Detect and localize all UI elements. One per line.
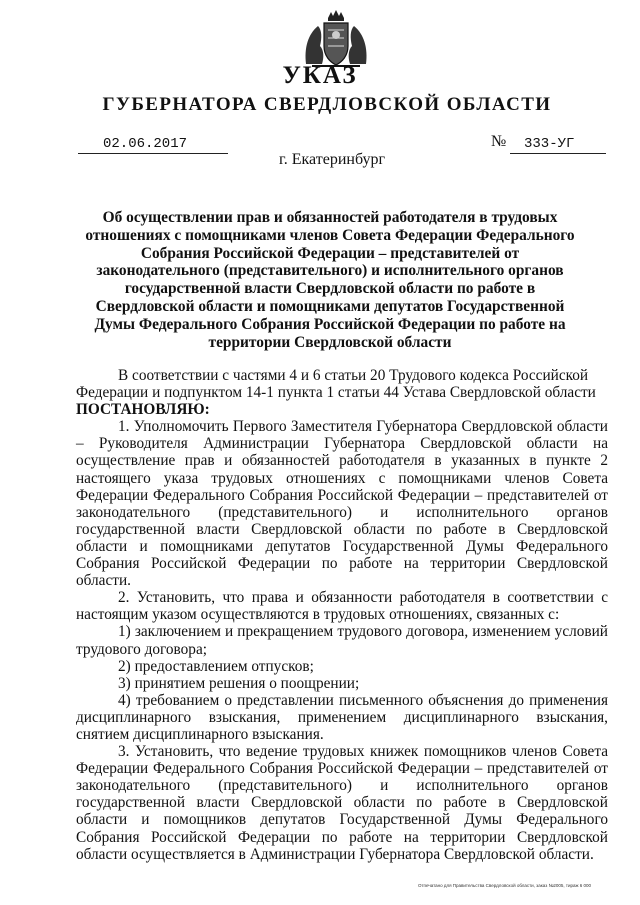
paragraph-item-1: 1. Уполномочить Первого Заместителя Губернатора Свердловской области – Руководителя Администрации Губернатора Свердловской области на осуществление прав и обязанностей работодателя в указанных в пункте 2 настоящего указа трудовых отношениях с помощниками членов Совета Федерации Федерального Собрания Российской Федерации – представителей от законодательного (представительного) и исполнительного органов государственной власти Свердловской области по работе в Свердловской области и помощниками депутатов Государственной Думы Федерального Собрания Российской Федерации по работе на территории Свердловской области. [76,418,608,590]
intro-line-1: В соответствии с частями 4 и 6 статьи 20 Трудового кодекса Российской [118,367,589,384]
intro-line-2: Федерации и подпунктом 14-1 пункта 1 статьи 44 Устава Свердловской области [76,384,596,402]
issuer-heading: ГУБЕРНАТОРА СВЕРДЛОВСКОЙ ОБЛАСТИ [102,94,552,115]
print-note: Отпечатано для Правительства Свердловской области, заказ №2005, тираж 6 000 [418,883,592,888]
city-line: г. Екатеринбург [278,151,386,168]
document-date: 02.06.2017 [78,135,228,154]
document-type-heading: УКАЗ [282,62,358,89]
subitem-2-1: 1) заключением и прекращением трудового договора, изменением условий трудового договора; [76,623,608,658]
document-number: 333-УГ [510,135,606,154]
subitem-2-4: 4) требованием о представлении письменного объяснения до применения дисциплинарного взыскания, применением дисциплинарного взыскания, снятием дисциплинарного взыскания. [76,691,608,743]
paragraph-item-3: 3. Установить, что ведение трудовых книжек помощников членов Совета Федерации Федерального Собрания Российской Федерации – представителей от законодательного (представительного) и исполнительного органов государственной власти Свердловской области по работе в Свердловской области и помощников депутатов Государственной Думы Федерального Собрания Российской Федерации по работе на территории Свердловской области осуществляется в Администрации Губернатора Свердловской области. [76,743,608,863]
coat-of-arms-emblem [298,8,374,70]
subitem-2-2: 2) предоставлением отпусков; [118,657,314,675]
number-label: № [491,133,507,150]
decree-word: ПОСТАНОВЛЯЮ: [76,401,210,419]
document-body [76,367,608,863]
paragraph-item-2: 2. Установить, что права и обязанности работодателя в соответствии с настоящим указом осуществляются в трудовых отношениях, связанных с: [76,589,608,624]
subitem-2-3: 3) принятием решения о поощрении; [118,674,360,692]
document-title: Об осуществлении прав и обязанностей работодателя в трудовых отношениях с помощниками членов Совета Федерации Федерального Собрания Российской Федерации – представителей от законодательного (представительного) и исполнительного органов государственной власти Свердловской области по работе в Свердловской области и помощниками депутатов Государственной Думы Федерального Собрания Российской Федерации по работе на территории Свердловской области [85,209,575,351]
